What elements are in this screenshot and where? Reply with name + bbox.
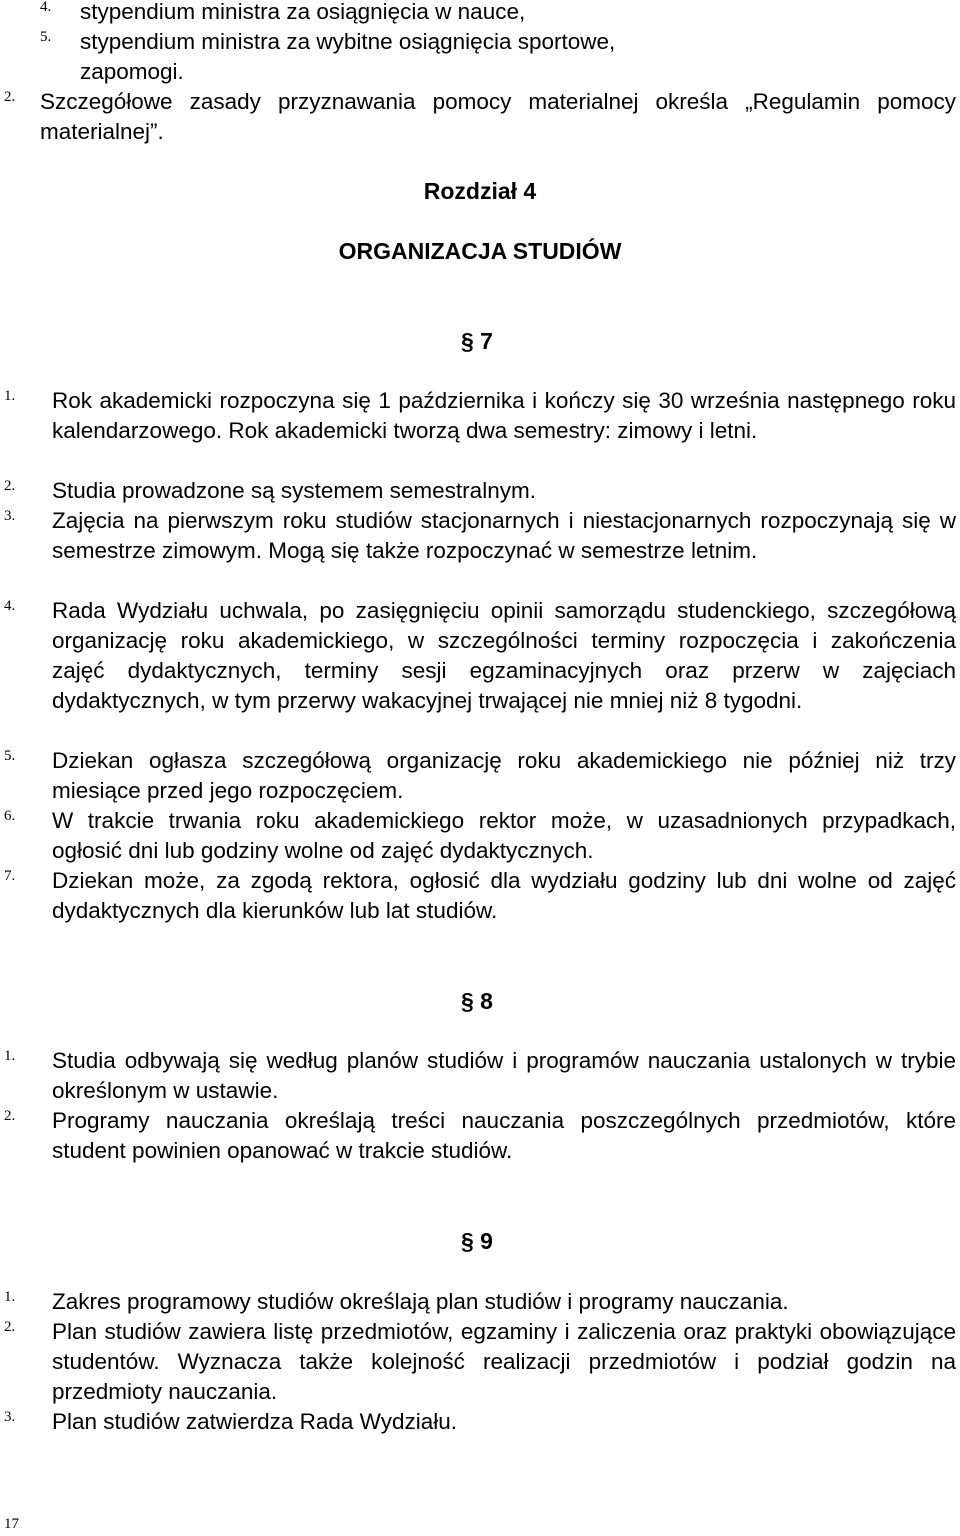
list-number: 3.: [4, 1409, 16, 1425]
list-number: 6.: [4, 808, 16, 824]
list-number: 2.: [4, 1319, 16, 1335]
chapter-subtitle: ORGANIZACJA STUDIÓW: [338, 238, 622, 264]
page-number: 17: [4, 1516, 19, 1532]
section-8-heading: § 8: [461, 988, 493, 1014]
chapter-title: Rozdział 4: [423, 178, 537, 204]
list-text: Plan studiów zawiera listę przedmiotów, egzaminy i zaliczenia oraz praktyki obowiązujące studentów. Wyznacza także kolejność realizacji przedmiotów i podział godzin na przedmioty nauczania.: [52, 1319, 956, 1404]
list-text: Rok akademicki rozpoczyna się 1 października i kończy się 30 września następnego roku kalendarzowego. Rok akademicki tworzą dwa semestry: zimowy i letni.: [52, 388, 956, 443]
list-text: Rada Wydziału uchwala, po zasięgnięciu opinii samorządu studenckiego, szczegółową organizację roku akademickiego, w szczególności terminy rozpoczęcia i zakończenia zajęć dydaktycznych, terminy sesji egzaminacyjnych oraz przerw w zajęciach dydaktycznych, w tym przerwy wakacyjnej trwającej nie mniej niż 8 tygodni.: [52, 598, 956, 713]
list-number: 2.: [4, 89, 16, 105]
list-number: 1.: [4, 1289, 16, 1305]
list-text: Dziekan ogłasza szczegółową organizację roku akademickiego nie później niż trzy miesiące przed jego rozpoczęciem.: [52, 748, 956, 803]
list-number: 7.: [4, 868, 16, 884]
list-text: Programy nauczania określają treści nauczania poszczególnych przedmiotów, które student powinien opanować w trakcie studiów.: [52, 1108, 956, 1163]
list-number: 5.: [4, 748, 16, 764]
section-7-heading: § 7: [461, 328, 493, 354]
list-number: 3.: [4, 508, 16, 524]
list-text: stypendium ministra za wybitne osiągnięcia sportowe,: [80, 29, 616, 54]
list-text: Studia odbywają się według planów studiów i programów nauczania ustalonych w trybie określonym w ustawie.: [52, 1048, 956, 1103]
list-number: 4.: [4, 598, 16, 614]
list-text: Studia prowadzone są systemem semestralnym.: [52, 478, 536, 503]
list-text: W trakcie trwania roku akademickiego rektor może, w uzasadnionych przypadkach, ogłosić dni lub godziny wolne od zajęć dydaktycznych.: [52, 808, 956, 863]
list-text: Plan studiów zatwierdza Rada Wydziału.: [52, 1409, 457, 1434]
list-text: Dziekan może, za zgodą rektora, ogłosić dla wydziału godziny lub dni wolne od zajęć dydaktycznych dla kierunków lub lat studiów.: [52, 868, 956, 923]
list-number: 2.: [4, 1108, 16, 1124]
list-number: 1.: [4, 388, 16, 404]
section-9-heading: § 9: [461, 1228, 493, 1254]
list-number: 5.: [40, 29, 52, 45]
list-text: stypendium ministra za osiągnięcia w nauce,: [80, 0, 526, 24]
list-text: Szczegółowe zasady przyznawania pomocy materialnej określa „Regulamin pomocy materialnej”.: [40, 89, 956, 144]
list-number: 4.: [40, 0, 52, 15]
list-text: zapomogi.: [80, 59, 184, 84]
list-text: Zakres programowy studiów określają plan studiów i programy nauczania.: [52, 1289, 789, 1314]
list-number: 1.: [4, 1048, 16, 1064]
list-text: Zajęcia na pierwszym roku studiów stacjonarnych i niestacjonarnych rozpoczynają się w semestrze zimowym. Mogą się także rozpoczynać w semestrze letnim.: [52, 508, 956, 563]
list-number: 2.: [4, 478, 16, 494]
